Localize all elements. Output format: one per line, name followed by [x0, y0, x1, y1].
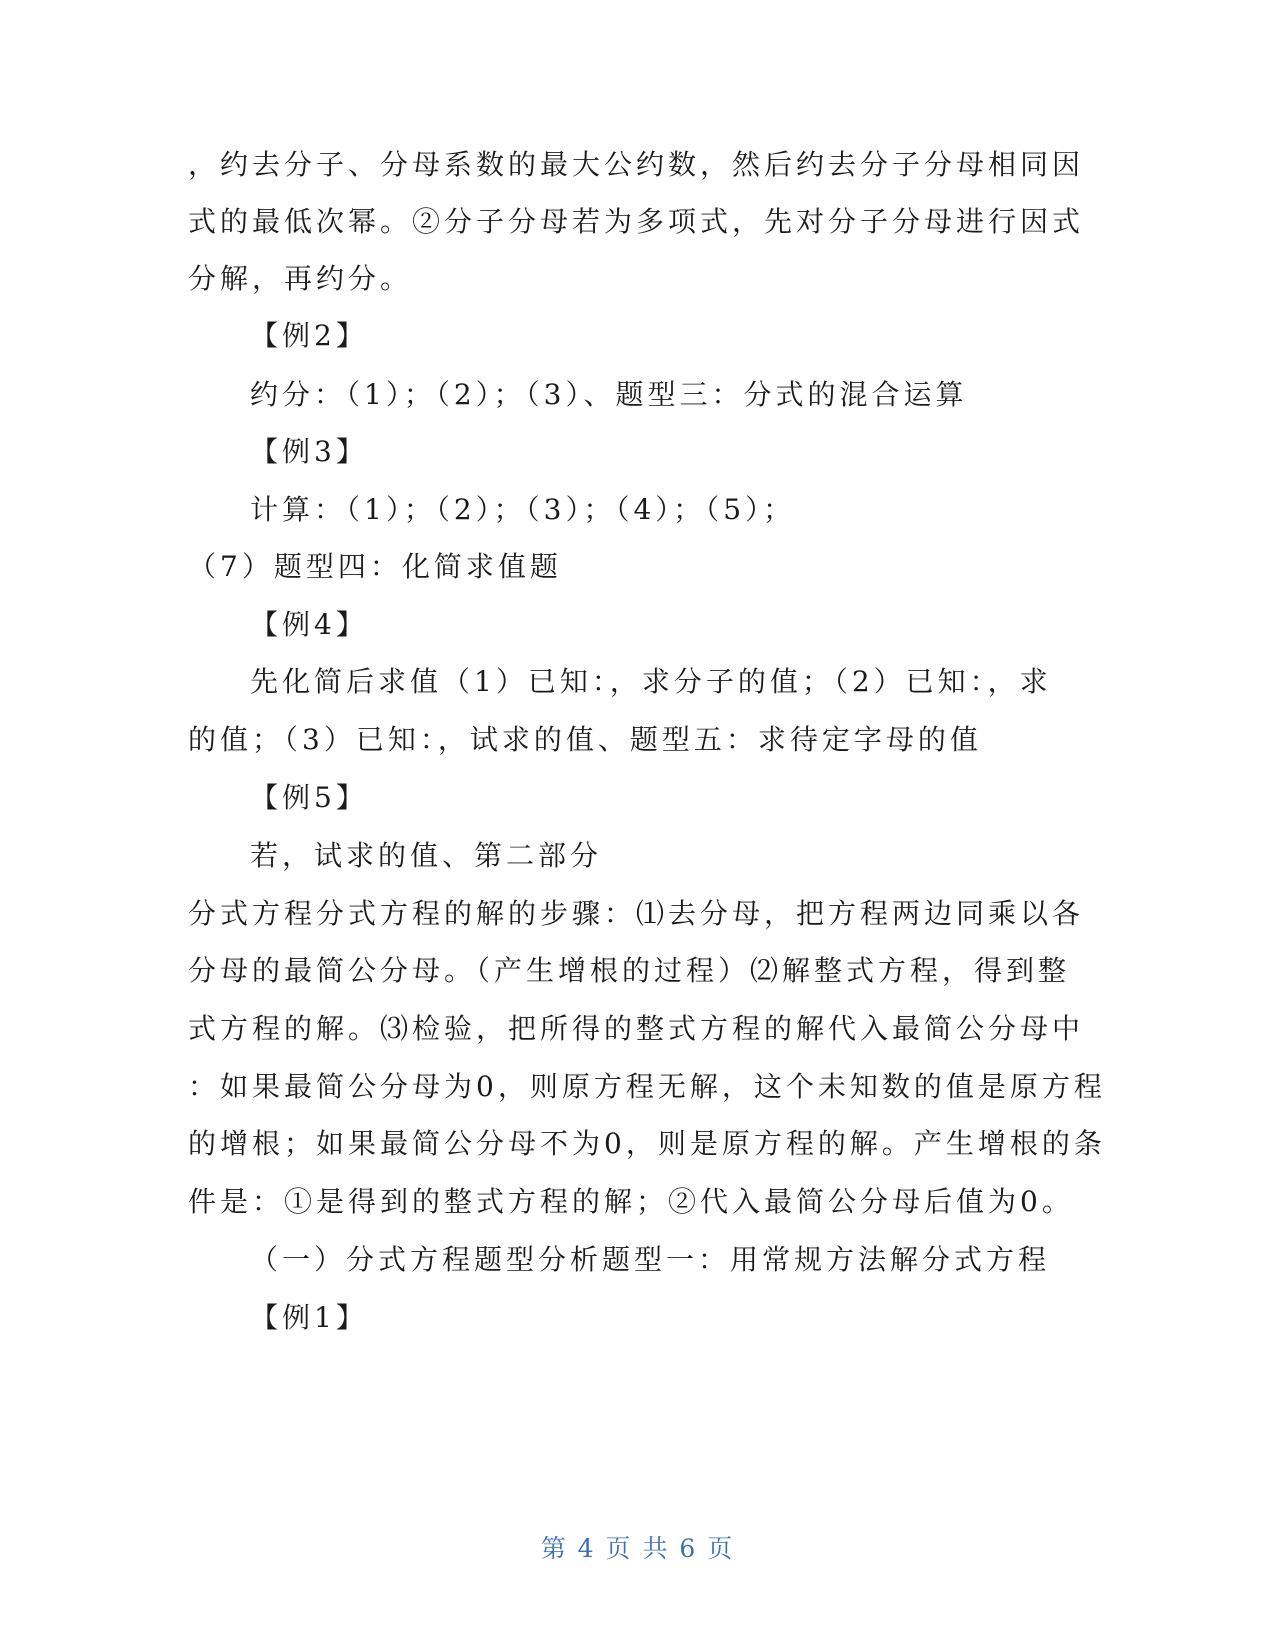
example-heading: 【例4】 [250, 608, 368, 641]
example-heading: 【例5】 [250, 781, 368, 814]
body-text-line: 的值；（3）已知：，试求的值、题型五：求待定字母的值 [188, 723, 982, 756]
body-text-line: 先化简后求值（1）已知：，求分子的值；（2）已知：，求 [250, 665, 1052, 698]
body-text-line: 分母的最简公分母。（产生增根的过程）⑵解整式方程，得到整 [188, 954, 1071, 987]
example-heading: 【例2】 [250, 319, 368, 352]
example-heading: 【例1】 [250, 1301, 368, 1334]
section-heading: （一）分式方程题型分析题型一：用常规方法解分式方程 [250, 1243, 1051, 1276]
body-text-line: ：如果最简公分母为0，则原方程无解，这个未知数的值是原方程 [188, 1070, 1106, 1103]
body-text-line: 计算：（1）；（2）；（3）；（4）；（5）； [250, 493, 796, 526]
body-text-line: 件是：①是得到的整式方程的解；②代入最简公分母后值为0。 [188, 1185, 1074, 1218]
body-text-line: ，约去分子、分母系数的最大公约数，然后约去分子分母相同因 [188, 148, 1085, 181]
body-text-line: 若，试求的值、第二部分 [250, 839, 603, 872]
body-text-line: 的增根；如果最简公分母不为0，则是原方程的解。产生增根的条 [188, 1127, 1106, 1160]
body-text-line: 式方程的解。⑶检验，把所得的整式方程的解代入最简公分母中 [188, 1012, 1085, 1045]
example-heading: 【例3】 [250, 435, 368, 468]
body-text-line: 约分：（1）；（2）；（3）、题型三：分式的混合运算 [250, 378, 968, 411]
body-text-line: （7）题型四：化简求值题 [188, 550, 562, 583]
body-text-line: 式的最低次幂。②分子分母若为多项式，先对分子分母进行因式 [188, 205, 1085, 238]
body-text-line: 分式方程分式方程的解的步骤：⑴去分母，把方程两边同乘以各 [188, 897, 1085, 930]
page-number-footer: 第 4 页 共 6 页 [540, 1534, 735, 1563]
body-text-line: 分解，再约分。 [188, 262, 413, 295]
